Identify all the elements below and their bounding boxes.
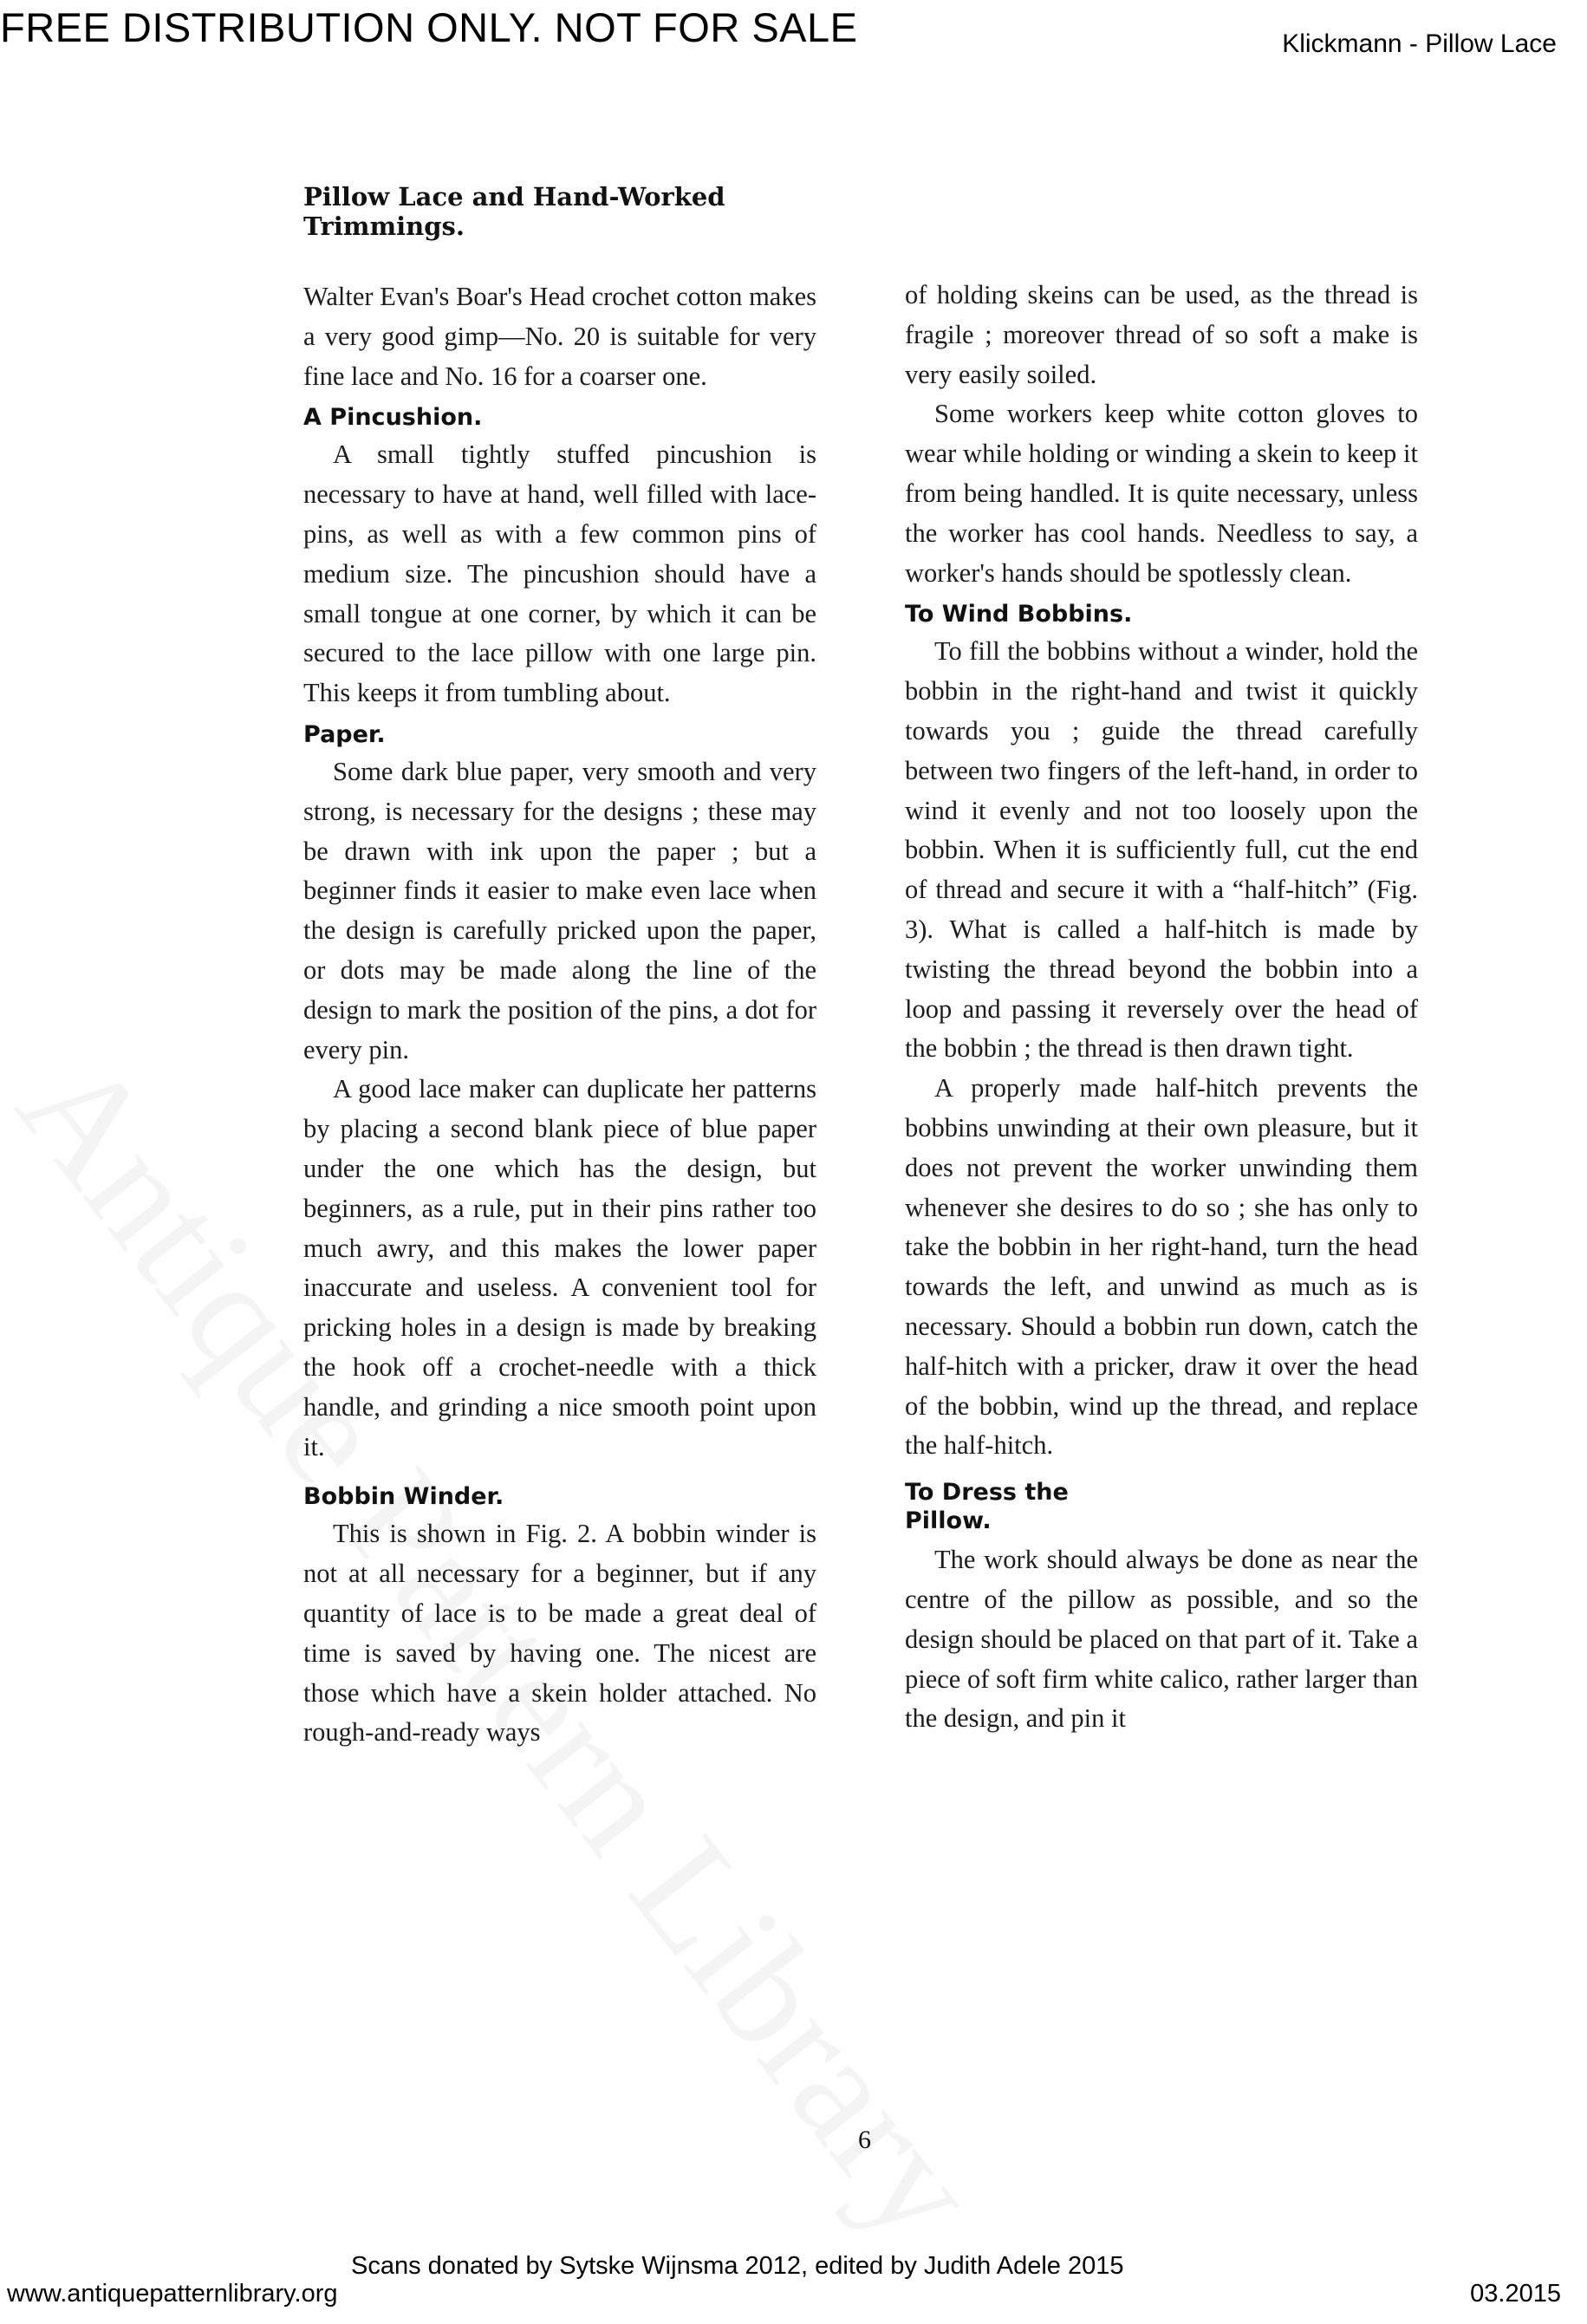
paper-paragraph-2: A good lace maker can duplicate her patterns by placing a second blank piece of blue paper under the one which has the design, but beginners, as a rule, put in their pins rather too much awry, and this makes the lower paper inaccurate and useless. A convenient tool for pricking holes in a design is made by breaking the hook off a crochet-needle with a thick handle, and grinding a nice smooth point upon it. — [303, 1074, 816, 1461]
continued-paragraph: of holding skeins can be used, as the thread is fragile ; moreover thread of so soft a make is very easily soiled. — [905, 280, 1418, 389]
bobbin-winder-paragraph: This is shown in Fig. 2. A bobbin winder is not at all necessary for a beginner, but if any quantity of lace is to be made a great deal of time is saved by having one. The nicest are those which have a skein holder attached. No rough-and-ready ways — [303, 1519, 816, 1748]
wind-bobbins-paragraph-1: To fill the bobbins without a winder, hold the bobbin in the right-hand and twist it quickly towards you ; guide the thread carefully between two fingers of the left-hand, in order to wind it evenly and not too loosely upon the bobbin. When it is sufficiently full, cut the end of thread and secure it with a “half-hitch” (Fig. 3). What is called a half-hitch is made by twisting the thread beyond the bobbin into a loop and passing it reversely over the head of the bobbin ; the thread is then drawn tight. — [905, 636, 1418, 1064]
page-number: 6 — [858, 2125, 871, 2154]
section-heading-paper: Paper. — [303, 720, 386, 748]
pincushion-paragraph: A small tightly stuffed pincushion is necessary to have at hand, well filled with lace-pins, as well as with a few common pins of medium size. The pincushion should have a small tongue at one corner, by which it can be secured to the lace pillow with one large pin. This keeps it from tumbling about. — [303, 439, 816, 708]
section-heading-pincushion: A Pincushion. — [303, 404, 483, 432]
right-column — [905, 276, 1418, 1739]
website-url: www.antiquepatternlibrary.org — [7, 2280, 338, 2308]
section-heading-wind-bobbins: To Wind Bobbins. — [905, 601, 1133, 628]
left-column — [303, 277, 816, 1753]
wind-bobbins-paragraph-2: A properly made half-hitch prevents the bobbins unwinding at their own pleasure, but it does not prevent the worker unwinding them whenever she desires to do so ; she has only to take the bobbin in her right-hand, turn the head towards the left, and unwind as much as is necessary. Should a bobbin run down, catch the half-hitch with a pricker, draw it over the head of the bobbin, wind up the thread, and replace the half-hitch. — [905, 1073, 1418, 1461]
source-title: Klickmann - Pillow Lace — [1282, 29, 1557, 58]
section-heading-bobbin-winder: Bobbin Winder. — [303, 1483, 504, 1511]
paper-paragraph-1: Some dark blue paper, very smooth and very strong, is necessary for the designs ; these may be drawn with ink upon the paper ; but a beginner finds it easier to make even lace when the design is carefully pricked upon the paper, or dots may be made along the line of the design to mark the position of the pins, a dot for every pin. — [303, 756, 816, 1064]
distribution-notice: FREE DISTRIBUTION ONLY. NOT FOR SALE — [0, 4, 858, 50]
edition-date: 03.2015 — [1470, 2280, 1561, 2308]
scan-credit: Scans donated by Sytske Wijnsma 2012, edited by Judith Adele 2015 — [351, 2252, 1124, 2280]
section-heading-dress-pillow: To Dress the Pillow. — [905, 1479, 1069, 1535]
gloves-paragraph: Some workers keep white cotton gloves to wear while holding or winding a skein to keep it from being handled. It is quite necessary, unless the worker has cool hands. Needless to say, a worker's hands should be spotlessly clean. — [905, 399, 1418, 588]
page-title: Pillow Lace and Hand-Worked Trimmings. — [303, 182, 725, 241]
dress-pillow-paragraph: The work should always be done as near the centre of the pillow as possible, and so the design should be placed on that part of it. Take a piece of soft firm white calico, rather larger than the design, and pin it — [905, 1545, 1418, 1734]
intro-paragraph: Walter Evan's Boar's Head crochet cotton makes a very good gimp—No. 20 is suitable for very fine lace and No. 16 for a coarser one. — [303, 282, 816, 391]
